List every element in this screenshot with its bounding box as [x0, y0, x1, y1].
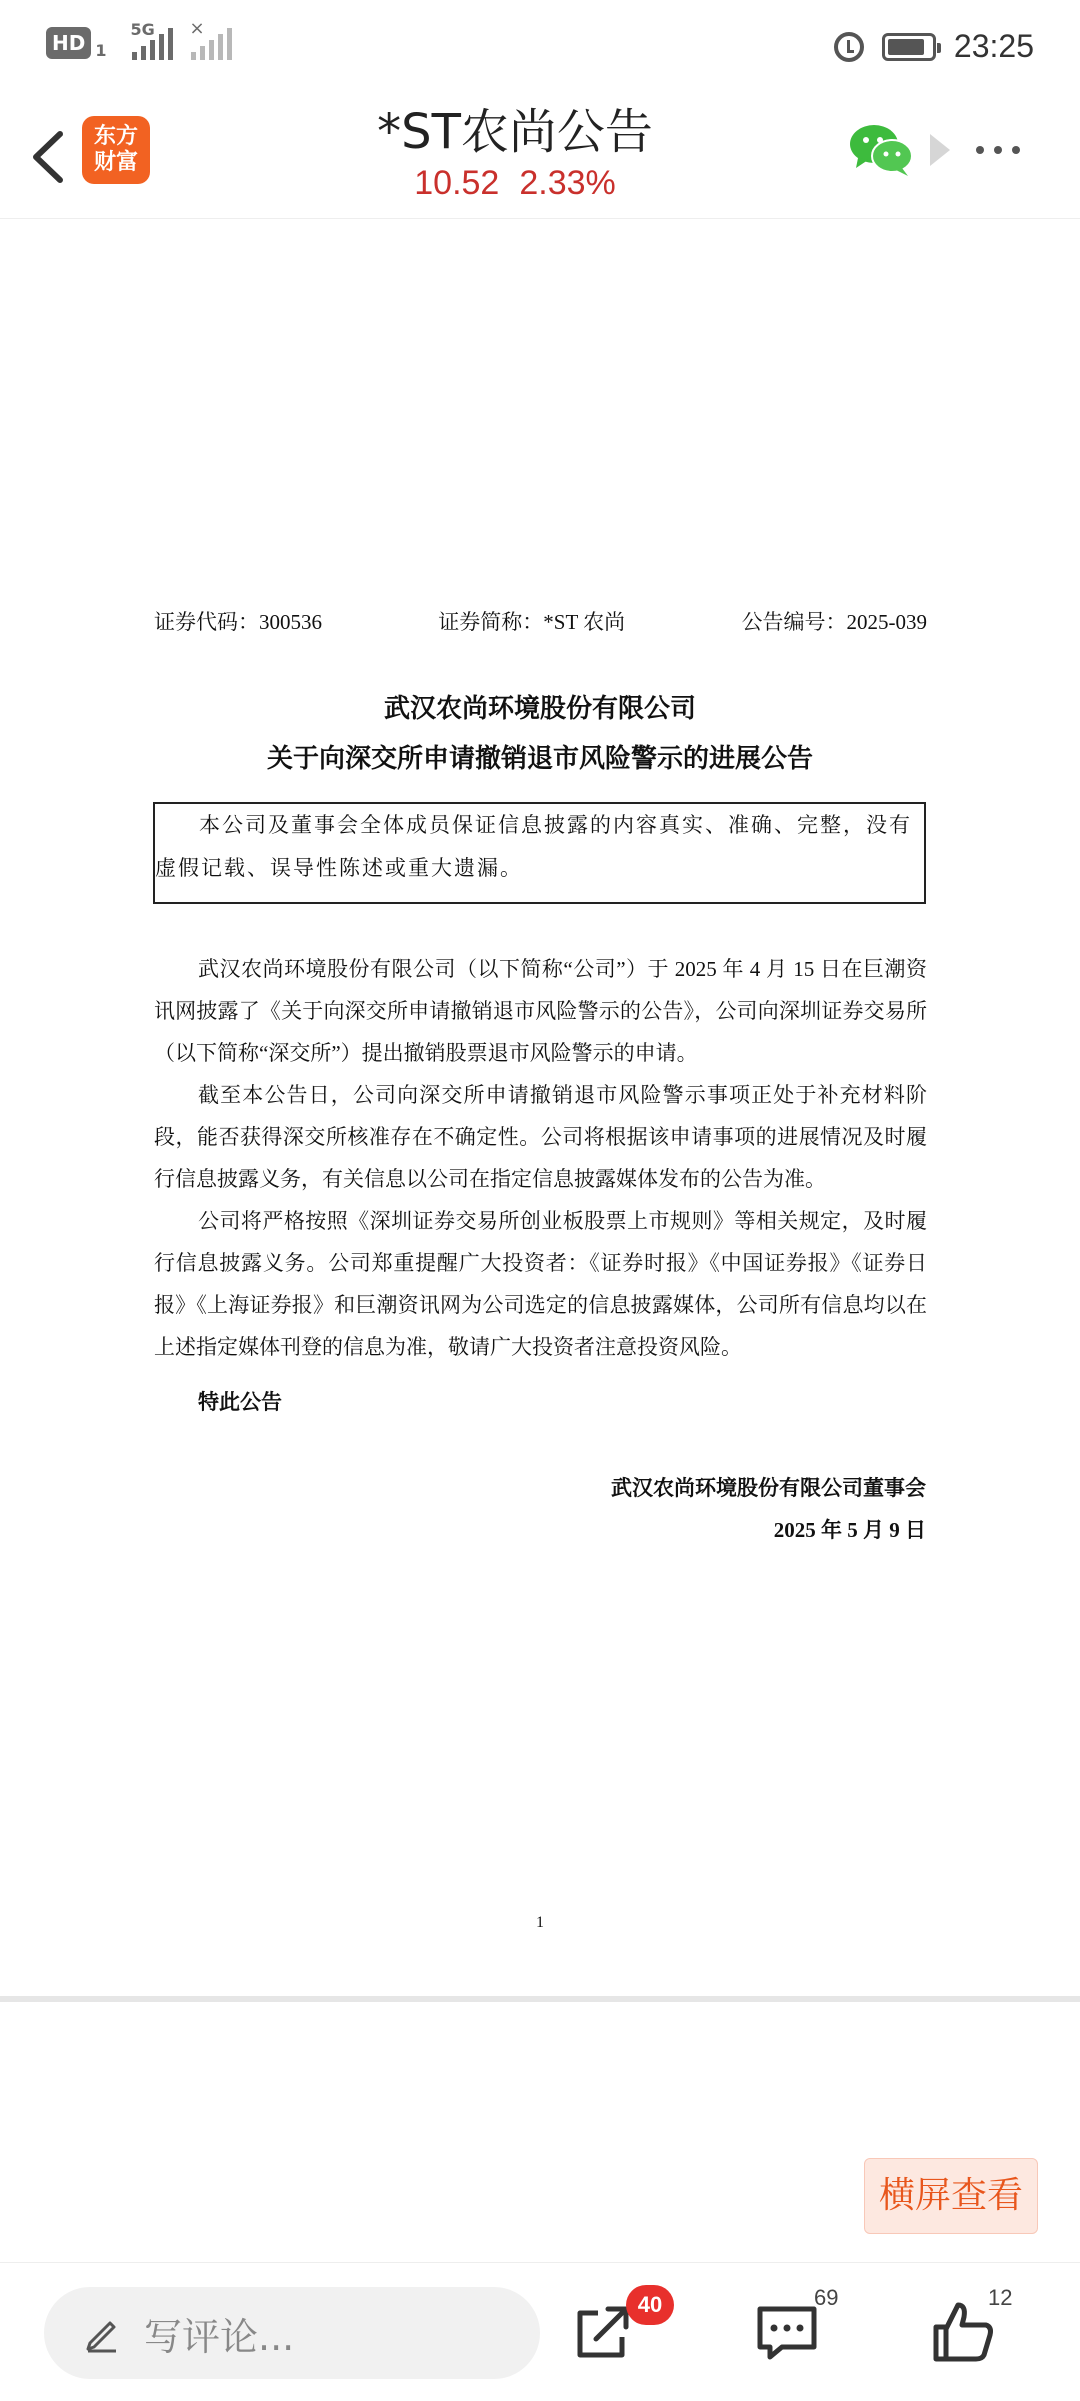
stock-title-block[interactable] [300, 100, 730, 203]
section-divider [0, 1996, 1080, 2002]
announcement-document [0, 218, 1080, 1998]
pencil-icon [82, 2313, 122, 2353]
alarm-icon [834, 32, 864, 62]
stock-price: 10.52 [414, 164, 500, 202]
logo-line-1: 东方 [93, 124, 138, 149]
comment-bubble-icon[interactable] [752, 2297, 822, 2367]
signal-label: 5G [130, 20, 155, 39]
security-code: 证券代码：300536 [154, 610, 322, 634]
comment-placeholder: 写评论... [144, 2314, 295, 2359]
landscape-view-button[interactable]: 横屏查看 [864, 2158, 1038, 2234]
hd-badge: HD [46, 27, 91, 59]
security-short-name: 证券简称：*ST 农尚 [438, 610, 626, 634]
hd-sim-number: 1 [95, 40, 107, 60]
special-note: 特此公告 [198, 1390, 282, 1414]
company-title: 武汉农尚环境股份有限公司 [383, 694, 696, 723]
back-arrow-icon[interactable] [22, 122, 82, 192]
status-time: 23:25 [953, 28, 1034, 64]
signature-date: 2025 年 5 月 9 日 [773, 1518, 926, 1542]
document-title: 关于向深交所申请撤销退市风险警示的进展公告 [266, 744, 813, 773]
announcement-body [154, 948, 927, 1368]
battery-icon [882, 33, 936, 61]
status-bar [0, 0, 1080, 100]
like-count: 12 [988, 2285, 1013, 2310]
signal-no-service-icon: × [191, 26, 232, 60]
signature: 武汉农尚环境股份有限公司董事会 [611, 1476, 926, 1500]
status-left [46, 18, 232, 60]
stock-quote [300, 164, 730, 203]
share-badge: 40 [626, 2285, 674, 2325]
signal-5g-icon [130, 20, 173, 60]
body-paragraph-3: 公司将严格按照《深圳证券交易所创业板股票上市规则》等相关规定，及时履行信息披露义务。公司郑重提醒广大投资者：《证券时报》《中国证券报》《证券日报》《上海证券报》和巨潮资讯网为公司选定的信息披露媒体，公司所有信息均以在上述指定媒体刊登的信息为准，敬请广大投资者注意投资风险。 [154, 1209, 927, 1359]
stock-change: 2.33% [519, 164, 616, 202]
status-right [834, 28, 1034, 65]
wechat-share-icon[interactable] [848, 122, 914, 178]
play-arrow-icon[interactable] [930, 134, 950, 166]
app-logo[interactable] [82, 116, 150, 184]
disclaimer-text: 本公司及董事会全体成员保证信息披露的内容真实、准确、完整，没有虚假记载、误导性陈述或重大遗漏。 [155, 813, 912, 880]
bottom-action-bar [0, 2262, 1080, 2401]
more-options-icon[interactable] [976, 146, 1020, 154]
page-title: *ST农尚公告 [377, 104, 653, 160]
app-header [0, 100, 1080, 219]
disclaimer-box [153, 802, 926, 904]
comment-input[interactable] [44, 2287, 540, 2379]
page-number: 1 [536, 1914, 544, 1931]
announcement-number: 公告编号：2025-039 [741, 610, 927, 634]
comment-count: 69 [814, 2285, 839, 2310]
doc-meta-line [154, 606, 927, 636]
body-paragraph-1: 武汉农尚环境股份有限公司（以下简称“公司”）于 2025 年 4 月 15 日在巨潮资讯网披露了《关于向深交所申请撤销退市风险警示的公告》，公司向深圳证券交易所（以下简称“深交所”）提出撤销股票退市风险警示的申请。 [154, 957, 927, 1065]
body-paragraph-2: 截至本公告日，公司向深交所申请撤销退市风险警示事项正处于补充材料阶段，能否获得深交所核准存在不确定性。公司将根据该申请事项的进展情况及时履行信息披露义务，有关信息以公司在指定信息披露媒体发布的公告为准。 [154, 1083, 927, 1191]
logo-line-2: 财富 [93, 150, 138, 175]
